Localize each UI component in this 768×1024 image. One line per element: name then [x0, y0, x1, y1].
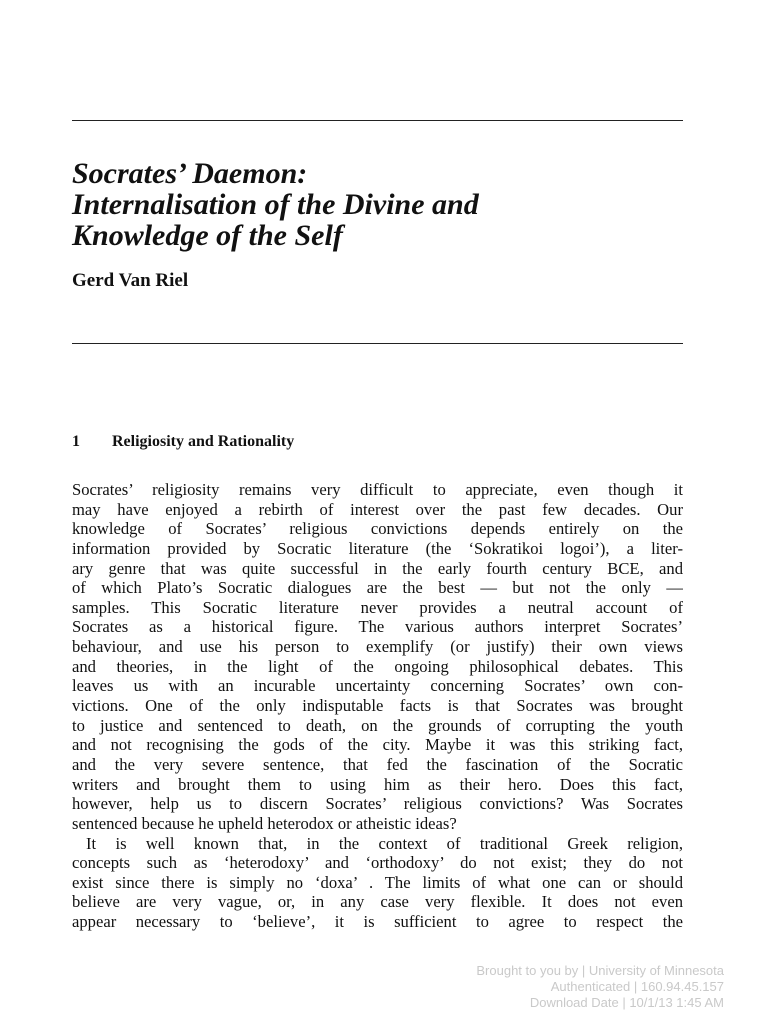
- section-number: 1: [72, 433, 80, 450]
- body-line: and the very severe sentence, that fed the fascination of the Socratic: [72, 754, 683, 774]
- body-line: knowledge of Socrates’ religious convictions depends entirely on the: [72, 519, 683, 539]
- title-line: Internalisation of the Divine and: [72, 188, 479, 221]
- body-line: It is well known that, in the context of traditional Greek religion,: [86, 833, 683, 853]
- watermark-line: Authenticated | 160.94.45.157: [550, 979, 724, 994]
- body-line: of which Plato’s Socratic dialogues are the best — but not the only —: [72, 578, 683, 598]
- title-line: Knowledge of the Self: [72, 219, 343, 252]
- body-line: believe are very vague, or, in any case very flexible. It does not even: [72, 892, 683, 912]
- body-line: and not recognising the gods of the city. Maybe it was this striking fact,: [72, 735, 683, 755]
- body-line: sentenced because he upheld heterodox or atheistic ideas?: [72, 813, 457, 833]
- body-line: exist since there is simply no ‘doxa’ . The limits of what one can or should: [72, 872, 683, 892]
- body-line: and theories, in the light of the ongoing philosophical debates. This: [72, 656, 683, 676]
- body-text: [72, 480, 683, 932]
- body-line: ary genre that was quite successful in the early fourth century BCE, and: [72, 558, 683, 578]
- body-line: leaves us with an incurable uncertainty concerning Socrates’ own con-: [72, 676, 683, 696]
- section-heading: [72, 432, 294, 452]
- section-title: Religiosity and Rationality: [112, 433, 295, 450]
- watermark-line: Brought to you by | University of Minnesota: [476, 963, 724, 978]
- article-title: [72, 158, 692, 251]
- body-line: victions. One of the only indisputable facts is that Socrates was brought: [72, 696, 683, 716]
- body-line: may have enjoyed a rebirth of interest over the past few decades. Our: [72, 499, 683, 519]
- body-line: writers and brought them to using him as their hero. Does this fact,: [72, 774, 683, 794]
- body-line: behaviour, and use his person to exemplify (or justify) their own views: [72, 637, 683, 657]
- body-line: Socrates’ religiosity remains very difficult to appreciate, even though it: [72, 480, 683, 499]
- bottom-rule: [72, 343, 683, 344]
- top-rule: [72, 120, 683, 121]
- body-line: Socrates as a historical figure. The various authors interpret Socrates’: [72, 617, 683, 637]
- watermark-line: Download Date | 10/1/13 1:45 AM: [529, 995, 724, 1010]
- body-line: samples. This Socratic literature never provides a neutral account of: [72, 597, 683, 617]
- body-line: information provided by Socratic literature (the ‘Sokratikoi logoi’), a liter-: [72, 538, 683, 558]
- download-watermark: [476, 963, 724, 1011]
- author-name: Gerd Van Riel: [72, 270, 189, 291]
- body-line: however, help us to discern Socrates’ religious convictions? Was Socrates: [72, 794, 683, 814]
- body-line: concepts such as ‘heterodoxy’ and ‘orthodoxy’ do not exist; they do not: [72, 853, 683, 873]
- body-line: appear necessary to ‘believe’, it is sufficient to agree to respect the: [72, 912, 683, 932]
- body-line: to justice and sentenced to death, on the grounds of corrupting the youth: [72, 715, 683, 735]
- title-line: Socrates’ Daemon:: [72, 157, 308, 190]
